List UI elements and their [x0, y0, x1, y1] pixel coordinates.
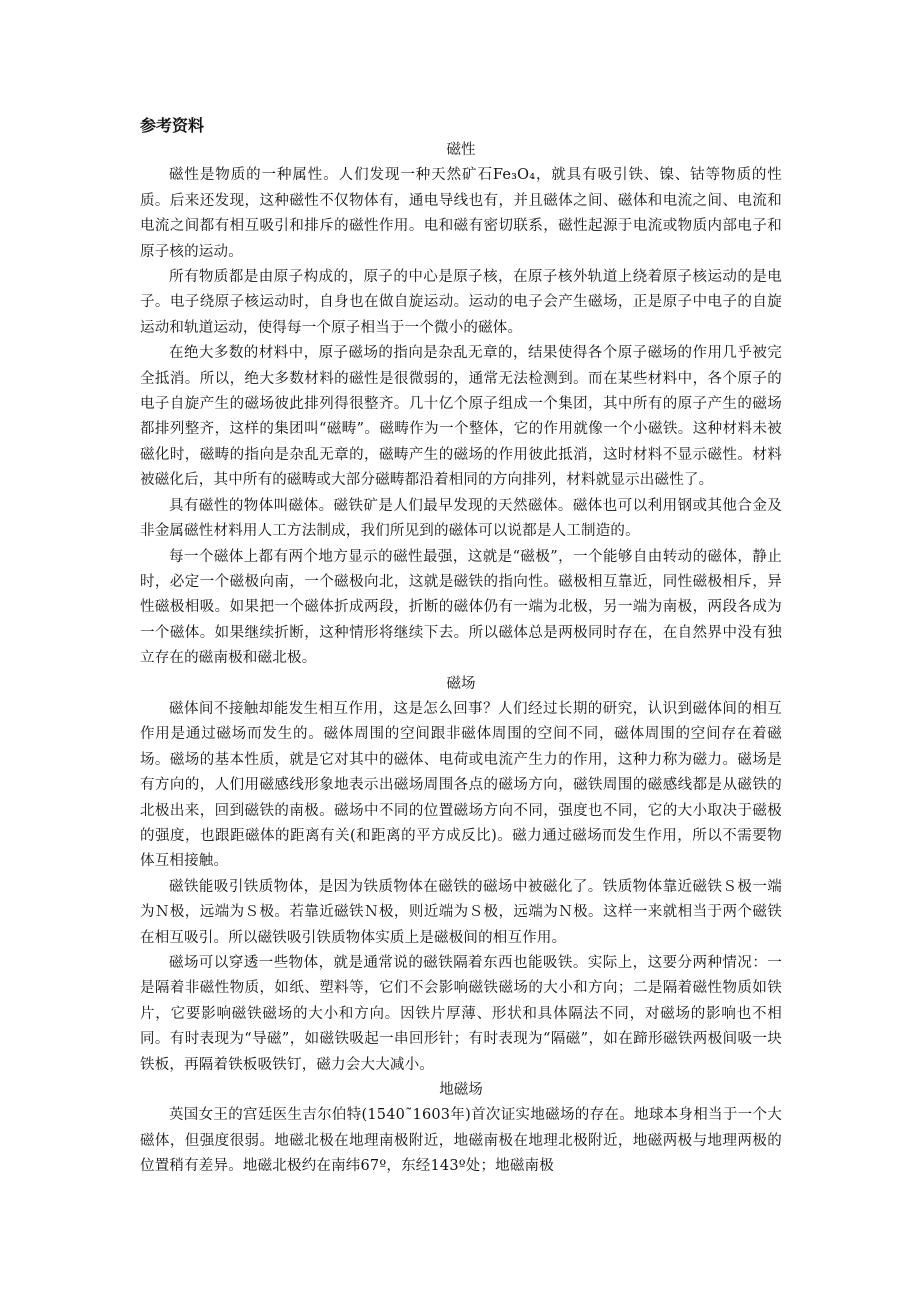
paragraph: 具有磁性的物体叫磁体。磁铁矿是人们最早发现的天然磁体。磁体也可以利用钢或其他合金及非金属磁性材料用人工方法制成，我们所见到的磁体可以说都是人工制造的。 [140, 497, 782, 540]
paragraph: 磁体间不接触却能发生相互作用，这是怎么回事？人们经过长期的研究，认识到磁体间的相互作用是通过磁场而发生的。磁体周围的空间跟非磁体周围的空间不同，磁体周围的空间存在着磁场。磁场的基本性质，就是它对其中的磁体、电荷或电流产生力的作用，这种力称为磁力。磁场是有方向的，人们用磁感线形象地表示出磁场周围各点的磁场方向，磁铁周围的磁感线都是从磁铁的北极出来，回到磁铁的南极。磁场中不同的位置磁场方向不同，强度也不同，它的大小取决于磁极的强度，也跟距磁体的距离有关(和距离的平方成反比)。磁力通过磁场而发生作用，所以不需要物体互相接触。 [140, 700, 782, 870]
document-content [140, 113, 782, 1180]
section-heading: 磁场 [446, 675, 476, 692]
paragraph: 磁铁能吸引铁质物体，是因为铁质物体在磁铁的磁场中被磁化了。铁质物体靠近磁铁Ｓ极一端为Ｎ极，远端为Ｓ极。若靠近磁铁Ｎ极，则近端为Ｓ极，远端为Ｎ极。这样一来就相当于两个磁铁在相互吸引。所以磁铁吸引铁质物体实质上是磁极间的相互作用。 [140, 878, 782, 946]
paragraph: 所有物质都是由原子构成的，原子的中心是原子核，在原子核外轨道上绕着原子核运动的是电子。电子绕原子核运动时，自身也在做自旋运动。运动的电子会产生磁场，正是原子中电子的自旋运动和轨道运动，使得每一个原子相当于一个微小的磁体。 [140, 269, 782, 336]
paragraph: 每一个磁体上都有两个地方显示的磁性最强，这就是“磁极”，一个能够自由转动的磁体，静止时，必定一个磁极向南，一个磁极向北，这就是磁铁的指向性。磁极相互靠近，同性磁极相斥，异性磁极相吸。如果把一个磁体折成两段，折断的磁体仍有一端为北极，另一端为南极，两段各成为一个磁体。如果继续折断，这种情形将继续下去。所以磁体总是两极同时存在，在自然界中没有独立存在的磁南极和磁北极。 [140, 548, 782, 667]
section-heading: 磁性 [446, 142, 476, 158]
paragraph: 英国女王的宫廷医生吉尔伯特(1540˜1603年)首次证实地磁场的存在。地球本身相当于一个大磁体，但强度很弱。地磁北极在地理南极附近，地磁南极在地理北极附近，地磁两极与地理两极的位置稍有差异。地磁北极约在南纬67º，东经143º处；地磁南极 [140, 1107, 782, 1175]
section-heading: 地磁场 [439, 1082, 483, 1099]
document-title: 参考资料 [140, 116, 205, 135]
section-magnetism [140, 138, 782, 672]
section-geomagnetic-field [140, 1078, 782, 1180]
section-magnetic-field [140, 672, 782, 1079]
paragraph: 磁场可以穿透一些物体，就是通常说的磁铁隔着东西也能吸铁。实际上，这要分两种情况：一是隔着非磁性物质，如纸、塑料等，它们不会影响磁铁磁场的大小和方向；二是隔着磁性物质如铁片，它要影响磁铁磁场的大小和方向。因铁片厚薄、形状和具体隔法不同，对磁场的影响也不相同。有时表现为“导磁”，如磁铁吸起一串回形针；有时表现为“隔磁”，如在蹄形磁铁两极间吸一块铁板，再隔着铁板吸铁钉，磁力会大大减小。 [140, 955, 782, 1073]
paragraph: 磁性是物质的一种属性。人们发现一种天然矿石Fe₃O₄，就具有吸引铁、镍、钴等物质的性质。后来还发现，这种磁性不仅物体有，通电导线也有，并且磁体之间、磁体和电流之间、电流和电流之间都有相互吸引和排斥的磁性作用。电和磁有密切联系，磁性起源于电流或物质内部电子和原子核的运动。 [140, 167, 782, 260]
paragraph: 在绝大多数的材料中，原子磁场的指向是杂乱无章的，结果使得各个原子磁场的作用几乎被完全抵消。所以，绝大多数材料的磁性是很微弱的，通常无法检测到。而在某些材料中，各个原子的电子自旋产生的磁场彼此排列得很整齐。几十亿个原子组成一个集团，其中所有的原子产生的磁场都排列整齐，这样的集团叫“磁畴”。磁畴作为一个整体，它的作用就像一个小磁铁。这种材料未被磁化时，磁畴的指向是杂乱无章的，磁畴产生的磁场的作用彼此抵消，这时材料不显示磁性。材料被磁化后，其中所有的磁畴或大部分磁畴都沿着相同的方向排列，材料就显示出磁性了。 [140, 345, 782, 489]
